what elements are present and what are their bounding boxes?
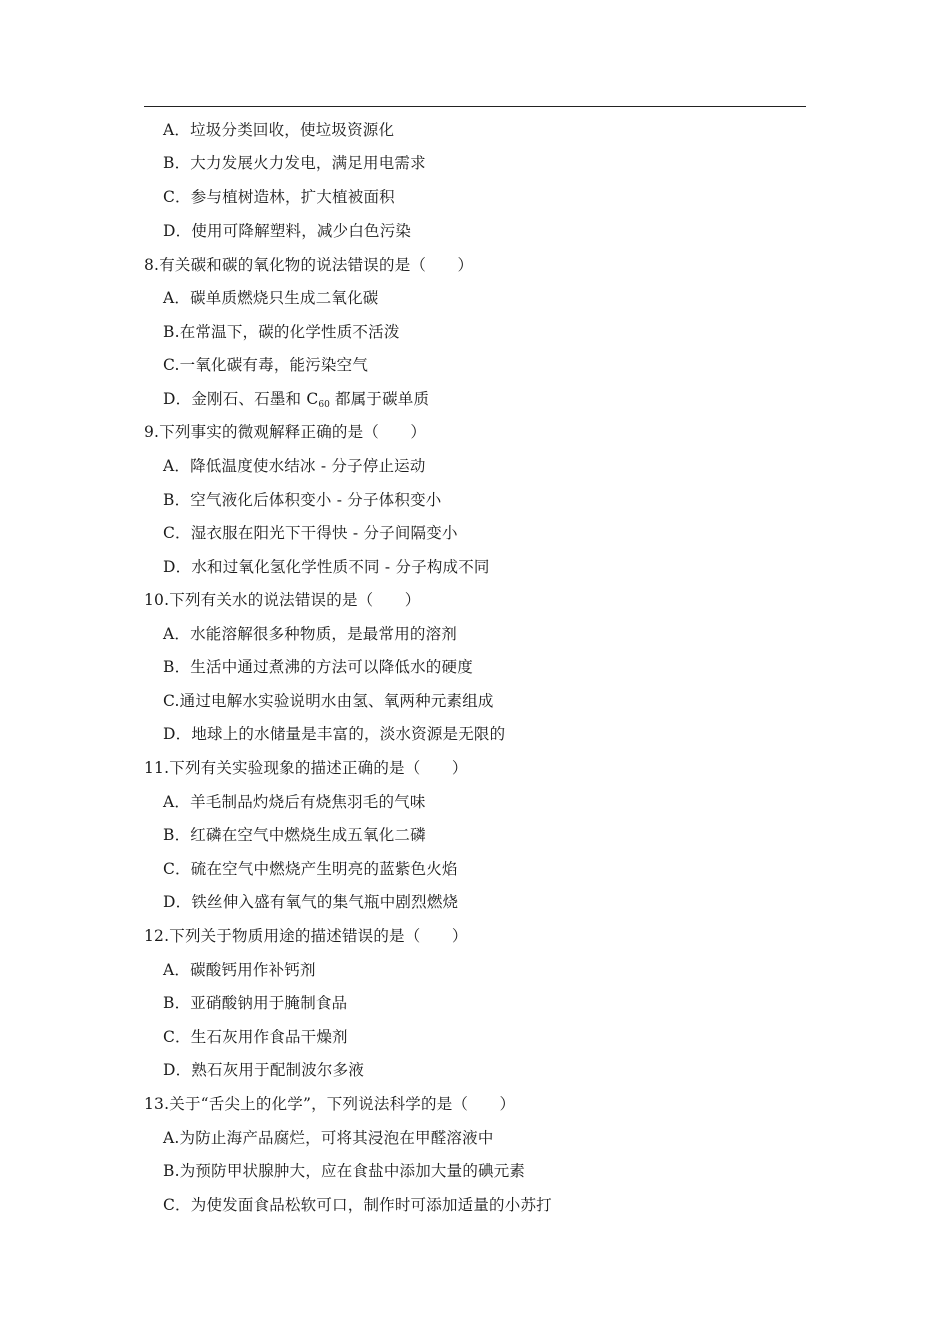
option-8d: [163, 389, 429, 412]
option-12d: D．熟石灰用于配制波尔多液: [163, 1061, 365, 1079]
option-11d: D．铁丝伸入盛有氧气的集气瓶中剧烈燃烧: [163, 893, 459, 911]
option-8a: A．碳单质燃烧只生成二氧化碳: [163, 289, 379, 307]
option-10b: B．生活中通过煮沸的方法可以降低水的硬度: [163, 658, 473, 676]
question-8-stem: 8.有关碳和碳的氧化物的说法错误的是（ ）: [144, 256, 474, 274]
option-8d-text-before: D．金刚石、石墨和 C: [163, 390, 319, 408]
option-10c: C.通过电解水实验说明水由氢、氧两种元素组成: [163, 692, 494, 710]
option-7d: D．使用可降解塑料，减少白色污染: [163, 222, 412, 240]
option-9d: D．水和过氧化氢化学性质不同 - 分子构成不同: [163, 558, 490, 576]
option-7c: C．参与植树造林，扩大植被面积: [163, 188, 395, 206]
option-9c: C．湿衣服在阳光下干得快 - 分子间隔变小: [163, 524, 458, 542]
option-7a: A．垃圾分类回收，使垃圾资源化: [163, 121, 395, 139]
option-9a: A．降低温度使水结冰 - 分子停止运动: [163, 457, 426, 475]
option-11c: C．硫在空气中燃烧产生明亮的蓝紫色火焰: [163, 860, 458, 878]
option-9b: B．空气液化后体积变小 - 分子体积变小: [163, 491, 442, 509]
question-10-stem: 10.下列有关水的说法错误的是（ ）: [144, 591, 421, 609]
question-12-stem: 12.下列关于物质用途的描述错误的是（ ）: [144, 927, 468, 945]
option-12c: C．生石灰用作食品干燥剂: [163, 1028, 348, 1046]
header-rule: [144, 106, 806, 107]
question-9-stem: 9.下列事实的微观解释正确的是（ ）: [144, 423, 427, 441]
option-11a: A．羊毛制品灼烧后有烧焦羽毛的气味: [163, 793, 426, 811]
option-10a: A．水能溶解很多种物质，是最常用的溶剂: [163, 625, 457, 643]
option-10d: D．地球上的水储量是丰富的，淡水资源是无限的: [163, 725, 506, 743]
option-13c: C．为使发面食品松软可口，制作时可添加适量的小苏打: [163, 1196, 552, 1214]
option-13a: A.为防止海产品腐烂，可将其浸泡在甲醛溶液中: [163, 1129, 494, 1147]
option-7b: B．大力发展火力发电，满足用电需求: [163, 154, 426, 172]
option-12a: A．碳酸钙用作补钙剂: [163, 961, 316, 979]
option-8d-subscript: 60: [318, 400, 330, 410]
option-13b: B.为预防甲状腺肿大，应在食盐中添加大量的碘元素: [163, 1162, 526, 1180]
option-8c: C.一氧化碳有毒，能污染空气: [163, 356, 369, 374]
option-8b: B.在常温下，碳的化学性质不活泼: [163, 323, 400, 341]
option-8d-text-after: 都属于碳单质: [329, 390, 430, 408]
option-12b: B．亚硝酸钠用于腌制食品: [163, 994, 348, 1012]
option-11b: B．红磷在空气中燃烧生成五氧化二磷: [163, 826, 426, 844]
question-11-stem: 11.下列有关实验现象的描述正确的是（ ）: [144, 759, 468, 777]
question-13-stem: 13.关于“舌尖上的化学”，下列说法科学的是（ ）: [144, 1095, 516, 1113]
